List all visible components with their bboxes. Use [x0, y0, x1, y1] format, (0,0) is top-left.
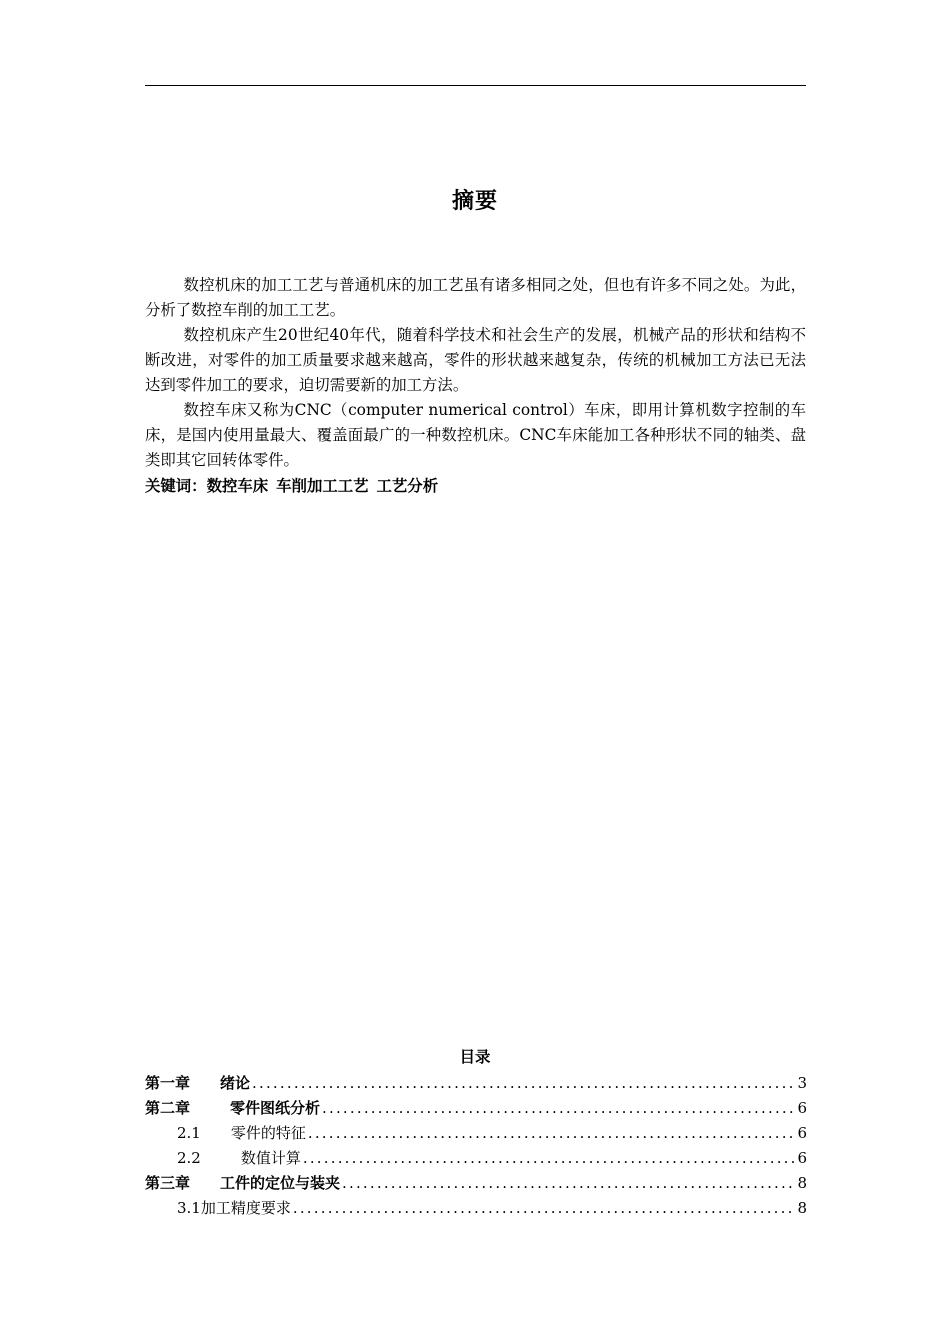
- abstract-title: 摘要: [451, 189, 498, 214]
- toc-entry-page: 8: [797, 1199, 807, 1217]
- toc-entry[interactable]: [145, 1071, 807, 1096]
- toc-entry[interactable]: [145, 1096, 807, 1121]
- toc-entry-number: 3.1: [177, 1199, 201, 1217]
- keyword-2: 车削加工工艺: [276, 477, 369, 495]
- toc-entry-number: 2.2: [177, 1149, 201, 1167]
- keywords-line: [145, 474, 806, 498]
- toc-leader-dots: [322, 1096, 795, 1121]
- toc-entry-title: 绪论: [220, 1074, 251, 1092]
- toc-leader-dots: [293, 1196, 796, 1221]
- toc-entry-page: 6: [797, 1099, 807, 1117]
- abstract-body: [145, 273, 806, 473]
- toc-leader-dots: [303, 1146, 796, 1171]
- toc-title: 目录: [459, 1048, 491, 1066]
- abstract-paragraph-1: 数控机床的加工工艺与普通机床的加工艺虽有诸多相同之处，但也有许多不同之处。为此，分析了数控车削的加工工艺。: [145, 276, 806, 319]
- toc-entry-title: 零件图纸分析: [230, 1099, 321, 1117]
- toc-leader-dots: [342, 1171, 795, 1196]
- toc-entry-number: 第一章: [145, 1074, 191, 1092]
- toc-entry[interactable]: [145, 1121, 807, 1146]
- keyword-3: 工艺分析: [376, 477, 439, 495]
- toc-entry-page: 3: [797, 1074, 807, 1092]
- toc-entry-number: 第三章: [145, 1174, 191, 1192]
- table-of-contents: [145, 1071, 807, 1221]
- toc-entry-number: 2.1: [177, 1124, 201, 1142]
- toc-entry-page: 6: [797, 1124, 807, 1142]
- abstract-paragraph-2: 数控机床产生20世纪40年代，随着科学技术和社会生产的发展，机械产品的形状和结构不断改进，对零件的加工质量要求越来越高，零件的形状越来越复杂，传统的机械加工方法已无法达到零件加工的要求，迫切需要新的加工方法。: [145, 326, 806, 394]
- toc-entry[interactable]: [145, 1171, 807, 1196]
- toc-entry-title: 零件的特征: [230, 1124, 306, 1142]
- toc-entry-page: 6: [797, 1149, 807, 1167]
- toc-leader-dots: [252, 1071, 795, 1096]
- header-rule: [145, 85, 806, 86]
- toc-entry-title: 加工精度要求: [200, 1199, 291, 1217]
- keyword-1: 数控车床: [206, 477, 269, 495]
- toc-entry-number: 第二章: [145, 1099, 191, 1117]
- toc-entry[interactable]: [145, 1146, 807, 1171]
- toc-entry-title: 工件的定位与装夹: [220, 1174, 341, 1192]
- toc-entry[interactable]: [145, 1196, 807, 1221]
- keywords-label: 关键词：: [145, 477, 207, 495]
- toc-entry-title: 数值计算: [240, 1149, 301, 1167]
- abstract-paragraph-3: 数控车床又称为CNC（computer numerical control）车床，即用计算机数字控制的车床，是国内使用量最大、覆盖面最广的一种数控机床。CNC车床能加工各种形状不同的轴类、盘类即其它回转体零件。: [145, 401, 806, 469]
- toc-leader-dots: [308, 1121, 796, 1146]
- toc-entry-page: 8: [797, 1174, 807, 1192]
